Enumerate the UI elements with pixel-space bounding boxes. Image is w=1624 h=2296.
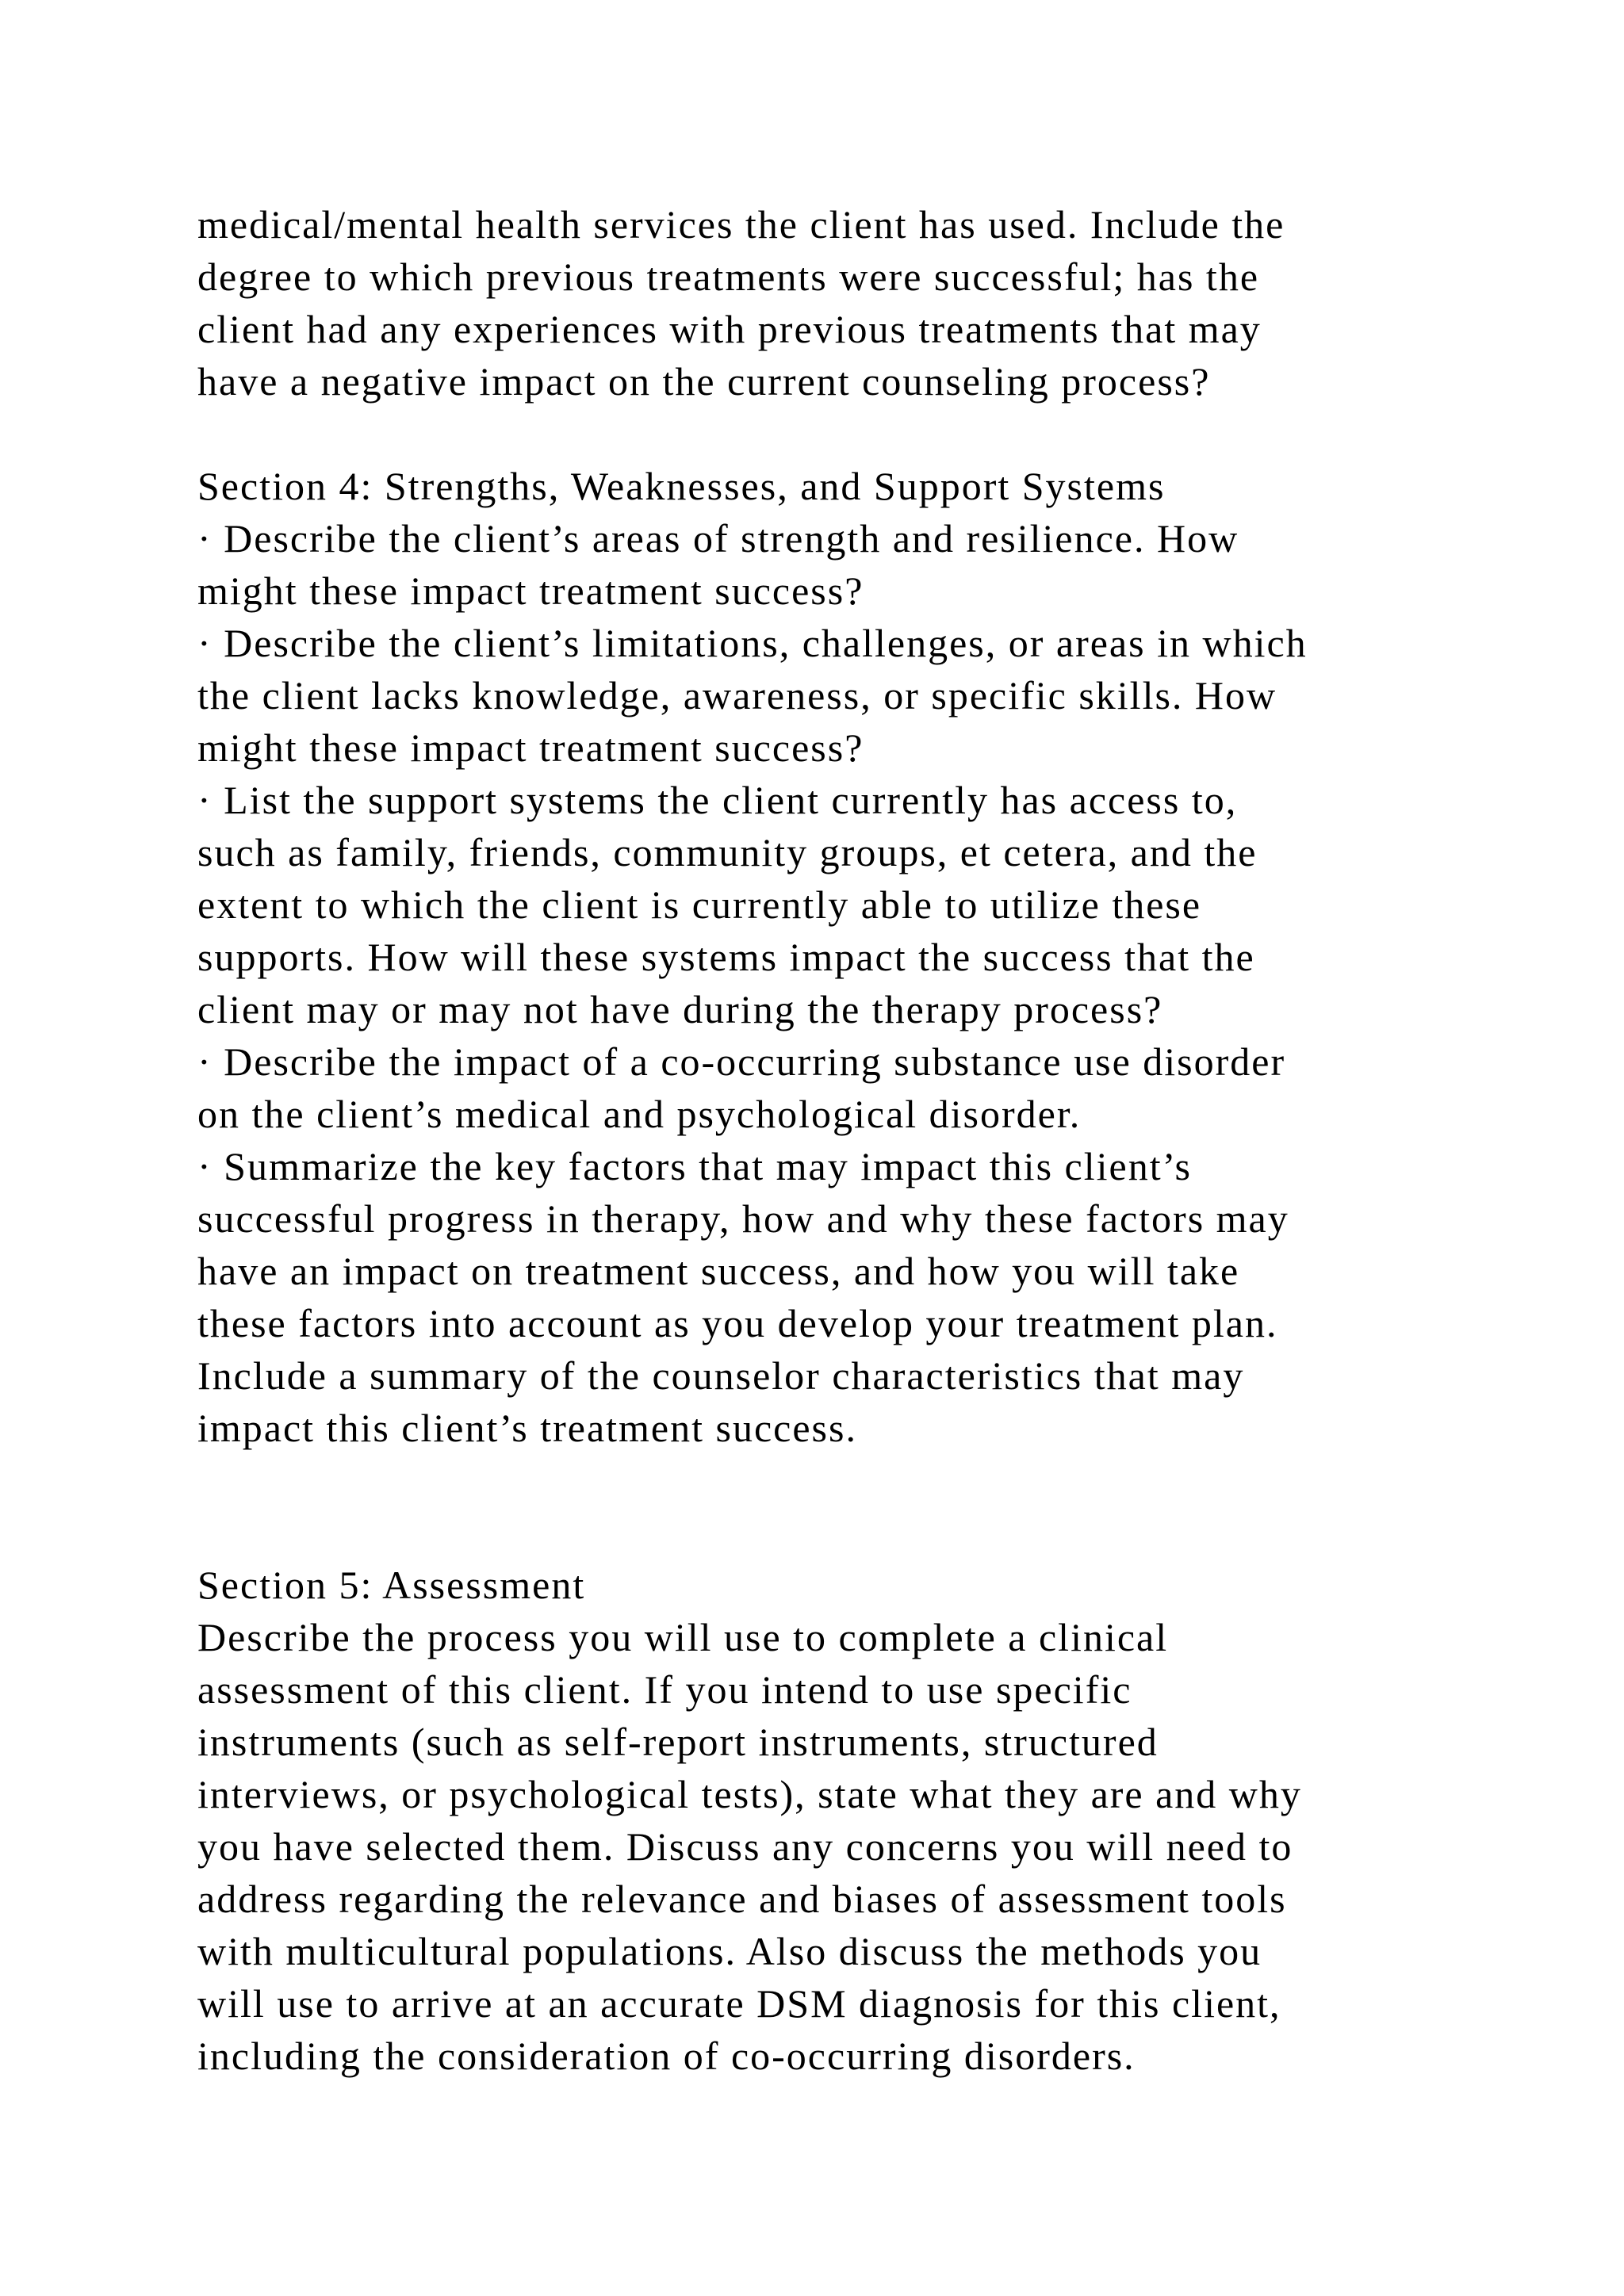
text-line: might these impact treatment success?: [197, 725, 864, 770]
text-line: will use to arrive at an accurate DSM diagnosis for this client,: [197, 1981, 1281, 2026]
text-line: degree to which previous treatments were successful; has the: [197, 254, 1260, 299]
text-line: these factors into account as you develop your treatment plan.: [197, 1301, 1278, 1345]
text-line: extent to which the client is currently able to utilize these: [197, 882, 1202, 927]
text-line: impact this client’s treatment success.: [197, 1406, 857, 1450]
text-line: client had any experiences with previous treatments that may: [197, 307, 1262, 351]
text-line: Include a summary of the counselor characteristics that may: [197, 1353, 1245, 1398]
text-line: Describe the process you will use to complete a clinical: [197, 1615, 1169, 1659]
text-line: interviews, or psychological tests), state what they are and why: [197, 1772, 1302, 1816]
bullet-item: · List the support systems the client currently has access to,: [197, 778, 1238, 822]
text-line: you have selected them. Discuss any concerns you will need to: [197, 1824, 1293, 1869]
text-line: supports. How will these systems impact the success that the: [197, 935, 1255, 979]
bullet-item: · Describe the impact of a co-occurring substance use disorder: [197, 1039, 1286, 1084]
text-line: including the consideration of co-occurring disorders.: [197, 2034, 1136, 2078]
bullet-item: · Describe the client’s limitations, challenges, or areas in which: [197, 621, 1308, 665]
text-line: instruments (such as self-report instruments, structured: [197, 1720, 1159, 1764]
text-line: medical/mental health services the client has used. Include the: [197, 202, 1285, 247]
text-line: address regarding the relevance and biases of assessment tools: [197, 1877, 1287, 1921]
text-line: successful progress in therapy, how and why these factors may: [197, 1196, 1289, 1241]
section-4-heading: Section 4: Strengths, Weaknesses, and Support Systems: [197, 464, 1166, 508]
text-line: such as family, friends, community groups, et cetera, and the: [197, 830, 1258, 874]
text-line: might these impact treatment success?: [197, 568, 864, 613]
text-line: have an impact on treatment success, and how you will take: [197, 1249, 1240, 1293]
text-line: have a negative impact on the current counseling process?: [197, 359, 1211, 404]
section-5-heading: Section 5: Assessment: [197, 1563, 586, 1607]
text-line: the client lacks knowledge, awareness, or specific skills. How: [197, 673, 1277, 718]
text-line: assessment of this client. If you intend to use specific: [197, 1667, 1132, 1712]
text-line: with multicultural populations. Also discuss the methods you: [197, 1929, 1262, 1973]
text-line: client may or may not have during the therapy process?: [197, 987, 1163, 1031]
bullet-item: · Summarize the key factors that may impact this client’s: [197, 1144, 1192, 1188]
bullet-item: · Describe the client’s areas of strength and resilience. How: [197, 516, 1239, 561]
text-line: on the client’s medical and psychological disorder.: [197, 1092, 1082, 1136]
